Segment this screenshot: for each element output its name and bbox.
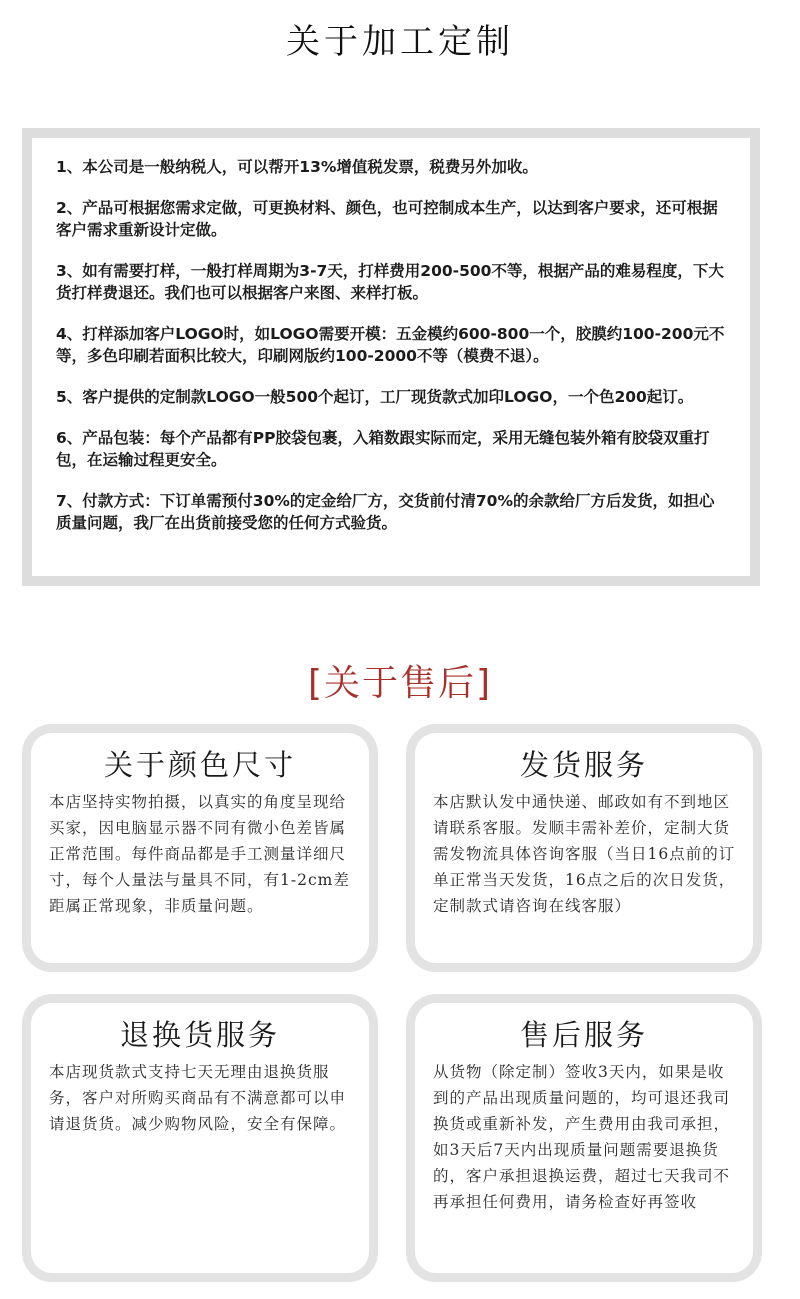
card-body: 从货物（除定制）签收3天内，如果是收到的产品出现质量问题的，均可退还我司换货或重新补发，产生费用由我司承担，如3天后7天内出现质量问题需要退换货的，客户承担退换运费，超过七天我司不再承担任何费用，请务检查好再签收 <box>433 1063 731 1211</box>
card-title: 售后服务 <box>519 1018 648 1052</box>
card-body: 本店坚持实物拍摄，以真实的角度呈现给买家，因电脑显示器不同有微小色差皆属正常范围。每件商品都是手工测量详细尺寸，每个人量法与量具不同，有1-2cm差距属正常现象，非质量问题。 <box>49 793 350 915</box>
card-body: 本店默认发中通快递、邮政如有不到地区请联系客服。发顺丰需补差价，定制大货需发物流具体咨询客服（当日16点前的订单正常当天发货，16点之后的次日发货，定制款式请咨询在线客服） <box>433 793 736 915</box>
card-title: 发货服务 <box>519 748 648 782</box>
card-body: 本店现货款式支持七天无理由退换货服务，客户对所购买商品有不满意都可以申请退货货。减少购物风险，安全有保障。 <box>49 1063 347 1133</box>
card-color-size <box>22 724 378 972</box>
card-return-service <box>22 994 378 1282</box>
custom-item-5: 5、客户提供的定制款LOGO一般500个起订，工厂现货款式加印LOGO，一个色200起订。 <box>56 388 694 406</box>
custom-item-2: 2、产品可根据您需求定做，可更换材料、颜色，也可控制成本生产，以达到客户要求，还可根据客户需求重新设计定做。 <box>56 199 718 239</box>
card-aftersale-service <box>406 994 762 1282</box>
custom-item-3: 3、如有需要打样，一般打样周期为3-7天，打样费用200-500不等，根据产品的难易程度，下大货打样费退还。我们也可以根据客户来图、来样打板。 <box>56 262 724 302</box>
aftersale-section-title: [关于售后] <box>307 663 493 704</box>
custom-item-1: 1、本公司是一般纳税人，可以帮开13%增值税发票，税费另外加收。 <box>56 158 538 176</box>
card-title: 关于颜色尺寸 <box>103 748 296 782</box>
custom-info-box <box>22 128 760 586</box>
card-title: 退换货服务 <box>119 1018 280 1052</box>
custom-section-title: 关于加工定制 <box>286 22 514 62</box>
custom-item-6: 6、产品包装：每个产品都有PP胶袋包裹，入箱数跟实际而定，采用无缝包装外箱有胶袋双重打包，在运输过程更安全。 <box>56 429 710 469</box>
card-shipping-service <box>406 724 762 972</box>
custom-item-4: 4、打样添加客户LOGO时，如LOGO需要开模：五金模约600-800一个，胶膜约100-200元不等，多色印刷若面积比较大，印刷网版约100-2000不等（模费不退）。 <box>56 325 725 365</box>
custom-item-7: 7、付款方式：下订单需预付30%的定金给厂方，交货前付清70%的余款给厂方后发货，如担心质量问题，我厂在出货前接受您的任何方式验货。 <box>56 492 715 532</box>
custom-info-list <box>32 138 750 534</box>
